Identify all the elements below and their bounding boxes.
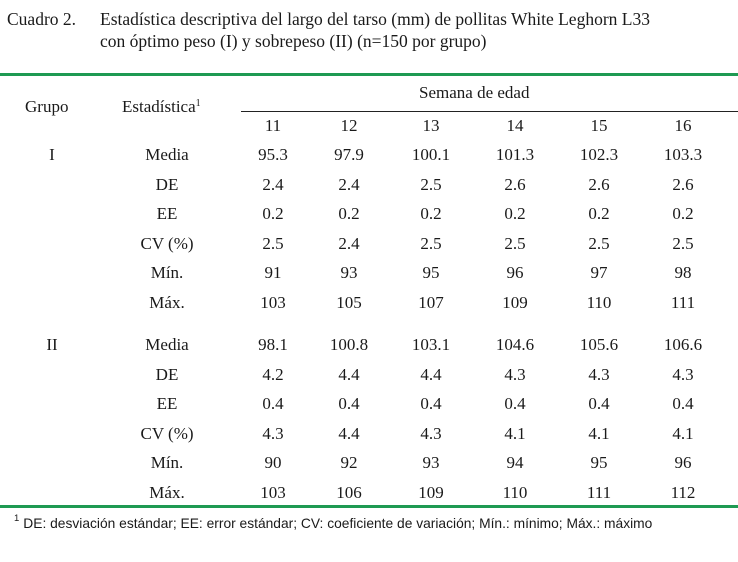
stat-label: Máx. [149,292,185,312]
table-cell: 0.2 [672,204,694,223]
table-cell: 2.5 [420,174,442,194]
table-cell: 2.5 [588,233,610,253]
table-cell: 95.3 [258,145,288,164]
table-cell: 2.5 [504,233,526,253]
table-cell: 106 [336,482,362,502]
table-cell: 0.4 [588,394,610,413]
week-header-1: 12 [340,116,358,135]
header-statistic-label: Estadística [122,97,196,116]
table-top-rule [0,73,738,76]
group-label: I [49,145,55,164]
table-cell: 2.6 [588,174,610,194]
table-cell: 104.6 [495,335,535,354]
table-cell: 4.4 [338,364,360,384]
table-cell: 0.4 [338,394,360,413]
table-cell: 101.3 [495,145,535,164]
table-cell: 2.4 [262,174,284,194]
table-cell: 4.3 [420,423,442,443]
table-cell: 0.4 [420,394,442,413]
table-cell: 103.1 [411,335,451,354]
stat-label: Máx. [149,482,185,502]
header-statistic [122,97,201,117]
table-cell: 97.9 [334,145,364,164]
table-cell: 90 [264,453,282,472]
table-cell: 109 [418,482,444,502]
table-cell: 94 [506,453,524,472]
table-cell: 4.4 [338,423,360,443]
table-cell: 110 [586,292,612,312]
table-cell: 112 [670,482,696,502]
table-cell: 0.4 [262,394,284,413]
caption-label: Cuadro 2. [7,9,77,29]
table-cell: 4.3 [588,364,610,384]
table-cell: 2.4 [338,174,360,194]
table-cell: 97 [590,263,608,282]
table-cell: 105.6 [579,335,619,354]
table-cell: 0.2 [504,204,526,223]
table-cell: 4.1 [588,423,610,443]
stat-label: Mín. [150,453,184,472]
table-cell: 103.3 [663,145,703,164]
footnote-marker: 1 [14,513,20,524]
table-cell: 4.4 [420,364,442,384]
table-cell: 4.1 [672,423,694,443]
table-cell: 100.8 [329,335,369,354]
table-cell: 4.3 [672,364,694,384]
table-cell: 91 [264,263,282,282]
table-cell: 93 [340,263,358,282]
table-cell: 0.2 [588,204,610,223]
table-cell: 103 [260,482,286,502]
table-cell: 95 [590,453,608,472]
stat-label: DE [155,364,179,384]
table-cell: 0.2 [420,204,442,223]
table-cell: 2.5 [262,233,284,253]
table-cell: 95 [422,263,440,282]
table-cell: 107 [418,292,444,312]
table-cell: 4.3 [504,364,526,384]
table-cell: 2.5 [672,233,694,253]
table-cell: 111 [586,482,612,502]
header-group: Grupo [25,97,69,116]
footnote [14,514,734,533]
table-cell: 4.2 [262,364,284,384]
table-cell: 102.3 [579,145,619,164]
table-cell: 109 [502,292,528,312]
table-cell: 96 [674,453,692,472]
header-statistic-footnote-marker: 1 [195,98,201,109]
week-header-3: 14 [506,116,524,135]
table-cell: 96 [506,263,524,282]
table-cell: 0.2 [338,204,360,223]
table-cell: 105 [336,292,362,312]
stat-label: EE [156,204,178,223]
table-caption [7,8,733,52]
table-cell: 0.4 [504,394,526,413]
header-subrule [241,111,738,112]
week-header-0: 11 [264,116,282,135]
table-cell: 110 [502,482,528,502]
footnote-text: DE: desviación estándar; EE: error estándar; CV: coeficiente de variación; Mín.: mínimo; Máx.: máximo [23,516,653,531]
stat-label: EE [156,394,178,413]
table-cell: 0.2 [262,204,284,223]
table-cell: 4.1 [504,423,526,443]
table-cell: 92 [340,453,358,472]
table-cell: 2.4 [338,233,360,253]
table-cell: 4.3 [262,423,284,443]
stat-label: Media [145,335,189,354]
caption-line-2: con óptimo peso (I) y sobrepeso (II) (n=150 por grupo) [100,31,487,51]
header-week-span: Semana de edad [419,83,530,102]
table-cell: 98.1 [258,335,288,354]
table-cell: 93 [422,453,440,472]
table-cell: 2.6 [504,174,526,194]
stat-label: Media [145,145,189,164]
caption-line-1: Estadística descriptiva del largo del tarso (mm) de pollitas White Leghorn L33 [100,9,650,29]
table-cell: 100.1 [411,145,451,164]
week-header-4: 15 [590,116,608,135]
table-cell: 0.4 [672,394,694,413]
week-header-5: 16 [674,116,692,135]
stat-label: CV (%) [140,423,194,443]
group-label: II [46,335,58,354]
table-bottom-rule [0,505,738,508]
table-cell: 98 [674,263,692,282]
stat-label: Mín. [150,263,184,282]
table-cell: 2.5 [420,233,442,253]
stat-label: CV (%) [140,233,194,253]
table-cell: 111 [670,292,696,312]
table-cell: 103 [260,292,286,312]
week-header-2: 13 [422,116,440,135]
table-cell: 2.6 [672,174,694,194]
stat-label: DE [155,174,179,194]
table-cell: 106.6 [663,335,703,354]
